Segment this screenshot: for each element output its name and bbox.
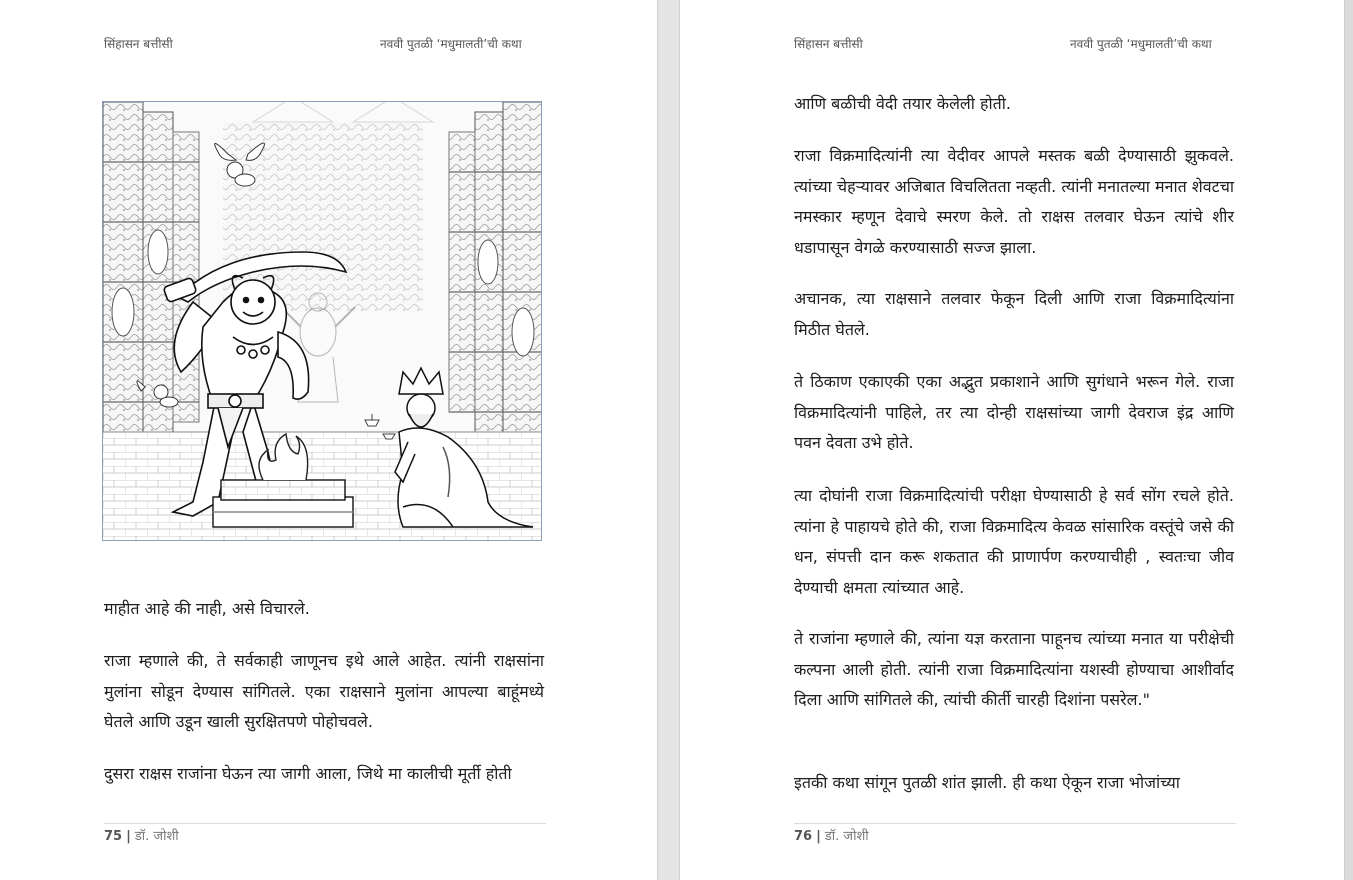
running-header-book-title: सिंहासन बत्तीसी <box>104 37 173 51</box>
paragraph: इतकी कथा सांगून पुतळी शांत झाली. ही कथा ऐकून राजा भोजांच्या <box>794 773 1180 792</box>
footer-rule <box>794 823 1236 824</box>
paragraph: राजा म्हणाले की, ते सर्वकाही जाणूनच इथे आले आहेत. त्यांनी राक्षसांना मुलांना सोडून देण्यास सांगितले. एका राक्षसाने मुलांना आपल्या बाहूंमध्ये घेतले आणि उडून खाली सुरक्षितपणे पोहोचवले. <box>104 651 544 731</box>
paragraph: राजा विक्रमादित्यांनी त्या वेदीवर आपले मस्तक बळी देण्यासाठी झुकवले. त्यांच्या चेहऱ्यावर अजिबात विचलितता नव्हती. त्यांनी मनातल्या मनात शेवटचा नमस्कार म्हणून देवाचे स्मरण केले. तो राक्षस तलवार घेऊन त्यांचे शीर धडापासून वेगळे करण्यासाठी सज्ज झाला. <box>794 146 1234 257</box>
paragraph: ते राजांना म्हणाले की, त्यांना यज्ञ करताना पाहूनच त्यांच्या मनात या परीक्षेची कल्पना आली होती. त्यांनी राजा विक्रमादित्यांना यशस्वी होण्याचा आशीर्वाद दिला आणि सांगितले की, त्यांची कीर्ती चारही दिशांना पसरेल." <box>794 629 1234 709</box>
page-footer <box>104 826 179 844</box>
paragraph: अचानक, त्या राक्षसाने तलवार फेकून दिली आणि राजा विक्रमादित्यांना मिठीत घेतले. <box>794 289 1234 339</box>
running-header-chapter-title: नववी पुतळी ‘मधुमालती’ची कथा <box>1070 37 1212 51</box>
page-number: 75 <box>104 829 123 844</box>
right-scroll-edge <box>1344 0 1353 880</box>
page-footer <box>794 826 869 844</box>
page-76 <box>680 0 1344 880</box>
paragraph: दुसरा राक्षस राजांना घेऊन त्या जागी आला, जिथे मा कालीची मूर्ती होती <box>104 764 512 783</box>
paragraph: ते ठिकाण एकाएकी एका अद्भुत प्रकाशाने आणि सुगंधाने भरून गेले. राजा विक्रमादित्यांनी पाहिले, तर त्या दोन्ही राक्षसांच्या जागी देवराज इंद्र आणि पवन देवता उभे होते. <box>794 372 1234 452</box>
running-header-book-title: सिंहासन बत्तीसी <box>794 37 863 51</box>
footer-separator: | <box>126 829 131 844</box>
page-75 <box>0 0 657 880</box>
footer-separator: | <box>816 829 821 844</box>
paragraph: माहीत आहे की नाही, असे विचारले. <box>104 599 310 618</box>
footer-rule <box>104 823 546 824</box>
story-illustration <box>102 101 542 541</box>
paragraph: त्या दोघांनी राजा विक्रमादित्यांची परीक्षा घेण्यासाठी हे सर्व सोंग रचले होते. त्यांना हे पाहायचे होते की, राजा विक्रमादित्य केवळ सांसारिक वस्तूंचे जसे की धन, संपत्ती दान करू शकतात की प्राणार्पण करण्याचीही , स्वतःचा जीव देण्याची क्षमता त्यांच्यात आहे. <box>794 486 1234 597</box>
page-gutter <box>657 0 680 880</box>
author-name: डॉ. जोशी <box>134 829 179 844</box>
author-name: डॉ. जोशी <box>824 829 869 844</box>
paragraph: आणि बळीची वेदी तयार केलेली होती. <box>794 94 1011 113</box>
running-header-chapter-title: नववी पुतळी ‘मधुमालती’ची कथा <box>380 37 522 51</box>
illustration-drawing <box>103 102 542 541</box>
page-number: 76 <box>794 829 813 844</box>
